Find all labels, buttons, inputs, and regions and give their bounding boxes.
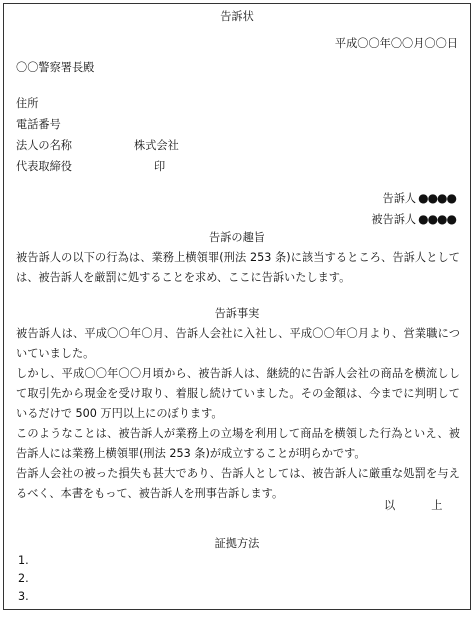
purpose-heading: 告訴の趣旨	[209, 231, 265, 244]
accused-line	[371, 211, 456, 228]
evidence-item-2: 2.	[18, 572, 29, 585]
evidence-heading: 証拠方法	[214, 537, 260, 550]
facts-heading: 告訴事実	[214, 307, 260, 320]
evidence-item-3: 3.	[18, 590, 29, 603]
accused-name: ●●●●	[418, 212, 456, 226]
complaint-document	[3, 3, 471, 610]
facts-paragraph-1: 被告訴人は、平成〇〇年〇月、告訴人会社に入社し、平成〇〇年〇月より、営業職についていました。	[16, 327, 460, 360]
phone-label: 電話番号	[16, 118, 61, 131]
complainant-line	[383, 190, 456, 207]
evidence-item-1: 1.	[18, 554, 29, 567]
document-date: 平成〇〇年〇〇月〇〇日	[334, 37, 458, 50]
seal-mark: 印	[154, 160, 166, 173]
purpose-text: 被告訴人の以下の行為は、業務上横領罪(刑法 253 条)に該当するところ、告訴人としては、被告訴人を厳罰に処することを求め、ここに告訴いたします。	[16, 251, 460, 284]
facts-paragraph-4: 告訴人会社の被った損失も甚大であり、告訴人としては、被告訴人に厳重な処罰を与えるべく、本書をもって、被告訴人を刑事告訴します。	[16, 467, 460, 500]
facts-paragraph-2: しかし、平成〇〇年〇〇月頃から、被告訴人は、継続的に告訴人会社の商品を横流しして取引先から現金を受け取り、着服し続けていました。その金額は、今までに判明しているだけで 500 万円以上にのぼります。	[16, 367, 460, 420]
document-title: 告訴状	[220, 10, 254, 23]
complainant-role: 告訴人	[382, 192, 417, 205]
corporation-name-value: 株式会社	[134, 139, 179, 152]
address-label: 住所	[16, 97, 39, 110]
addressee: 〇〇警察署長殿	[16, 61, 95, 74]
complainant-name: ●●●●	[418, 191, 456, 205]
closing-second: 上	[431, 499, 443, 512]
accused-role: 被告訴人	[371, 213, 417, 226]
representative-label: 代表取締役	[16, 160, 72, 173]
corporation-name-label: 法人の名称	[16, 139, 72, 152]
closing-mark	[384, 498, 442, 514]
facts-paragraph-3: このようなことは、被告訴人が業務上の立場を利用して商品を横領した行為といえ、被告訴人には業務上横領罪(刑法 253 条)が成立することが明らかです。	[16, 427, 460, 460]
closing-first: 以	[384, 499, 396, 512]
